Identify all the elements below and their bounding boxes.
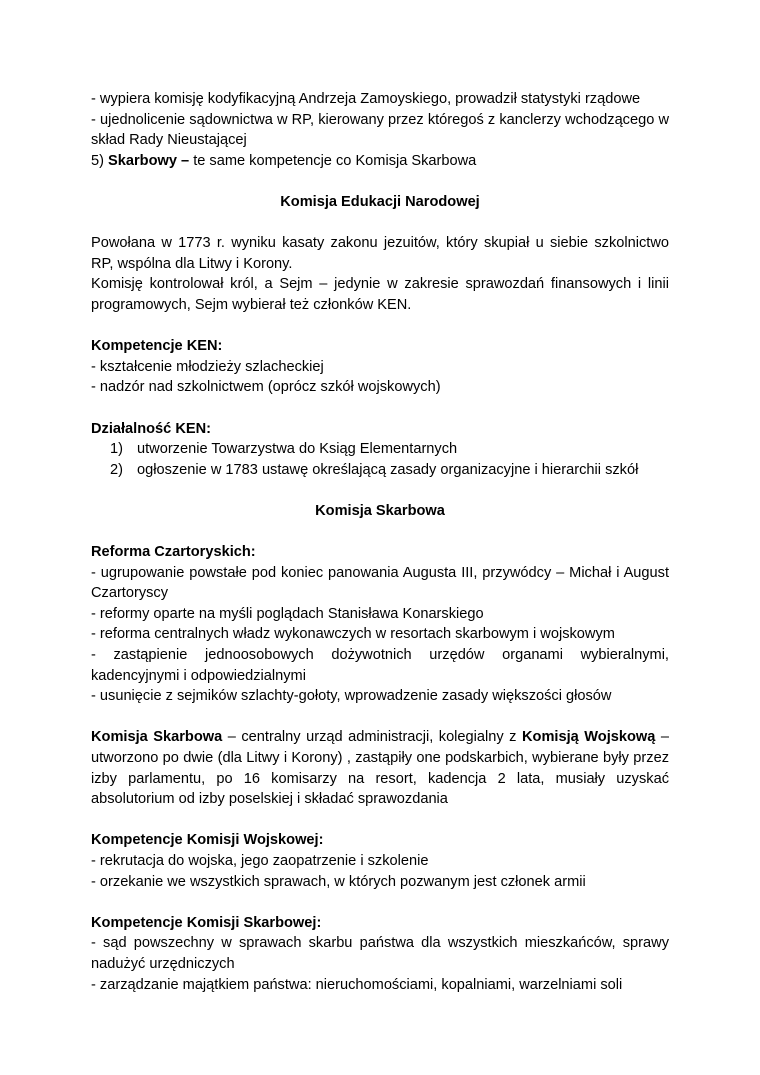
ks-heading: Komisja Skarbowa	[315, 502, 445, 519]
spacer	[91, 521, 669, 542]
ken-heading: Komisja Edukacji Narodowej	[280, 193, 480, 210]
ken-competences-title: Kompetencje KEN:	[91, 338, 223, 355]
spacer	[91, 213, 669, 234]
intro-line-3-rest: te same kompetencje co Komisja Skarbowa	[189, 152, 477, 169]
spacer	[91, 316, 669, 337]
reform-item: - reformy oparte na myśli poglądach Stanisława Konarskiego	[91, 605, 484, 622]
ks-paragraph-mid: – centralny urząd administracji, kolegialny z	[222, 729, 522, 746]
reform-item: - ugrupowanie powstałe pod koniec panowania Augusta III, przywódcy – Michał i August Czartoryscy	[91, 564, 669, 602]
intro-line-3	[91, 151, 669, 172]
intro-line-2: - ujednolicenie sądownictwa w RP, kierowany przez któregoś z kanclerzy wchodzącego w skład Rady Nieustającej	[91, 111, 669, 149]
ksk-item: - sąd powszechny w sprawach skarbu państwa dla wszystkich mieszkańców, sprawy nadużyć urzędniczych	[91, 935, 669, 972]
list-text: ogłoszenie w 1783 ustawę określającą zasady organizacyjne i hierarchii szkół	[137, 461, 639, 478]
spacer	[91, 892, 669, 913]
reform-item: - usunięcie z sejmików szlachty-gołoty, wprowadzenie zasady większości głosów	[91, 688, 612, 705]
reform-item: - reforma centralnych władz wykonawczych w resortach skarbowym i wojskowym	[91, 626, 615, 643]
ken-activity-list	[91, 439, 669, 480]
kw-term: Komisją Wojskową	[522, 729, 656, 746]
spacer	[91, 480, 669, 501]
ken-activity-item	[91, 439, 669, 460]
ken-activity-title: Działalność KEN:	[91, 420, 212, 437]
reform-item: - zastąpienie jednoosobowych dożywotnich urzędów organami wybieralnymi, kadencyjnymi i odpowiedzialnymi	[91, 647, 669, 684]
spacer	[91, 398, 669, 419]
spacer	[91, 171, 669, 192]
kw-item: - orzekanie we wszystkich sprawach, w których pozwanym jest członek armii	[91, 873, 586, 890]
ken-paragraph-2: Komisję kontrolował król, a Sejm – jedynie w zakresie sprawozdań finansowych i linii programowych, Sejm wybierał też członków KEN.	[91, 276, 669, 313]
list-text: utworzenie Towarzystwa do Ksiąg Elementarnych	[137, 441, 458, 458]
spacer	[91, 707, 669, 728]
intro-line-3-prefix: 5)	[91, 152, 109, 169]
ksk-item: - zarządzanie majątkiem państwa: nieruchomościami, kopalniami, warzelniami soli	[91, 976, 623, 993]
ksk-title: Kompetencje Komisji Skarbowej:	[91, 914, 322, 931]
kw-title: Kompetencje Komisji Wojskowej:	[91, 832, 324, 849]
ken-activity-item	[91, 460, 669, 481]
ks-term: Komisja Skarbowa	[91, 729, 223, 746]
list-number: 1)	[110, 441, 123, 458]
kw-item: - rekrutacja do wojska, jego zaopatrzenie i szkolenie	[91, 852, 429, 869]
ken-competence-item: - nadzór nad szkolnictwem (oprócz szkół wojskowych)	[91, 379, 441, 396]
ks-paragraph	[91, 727, 669, 809]
intro-line-1: - wypiera komisję kodyfikacyjną Andrzeja Zamoyskiego, prowadził statystyki rządowe	[91, 91, 641, 107]
spacer	[91, 810, 669, 831]
ken-paragraph-1: Powołana w 1773 r. wyniku kasaty zakonu jezuitów, który skupiał u siebie szkolnictwo RP, wspólna dla Litwy i Korony.	[91, 235, 669, 272]
intro-line-3-bold: Skarbowy –	[108, 152, 190, 169]
list-number: 2)	[110, 461, 123, 478]
ken-competence-item: - kształcenie młodzieży szlacheckiej	[91, 358, 324, 375]
reform-title: Reforma Czartoryskich:	[91, 544, 256, 561]
ks-paragraph-rest: – utworzono po dwie (dla Litwy i Korony) , zastąpiły one podskarbich, wybierane były przez izby parlamentu, po 16 komisarzy na resort, kadencja 2 lata, musiały uzyskać absolutorium od izby poselskiej i składać sprawozdania	[91, 729, 670, 808]
